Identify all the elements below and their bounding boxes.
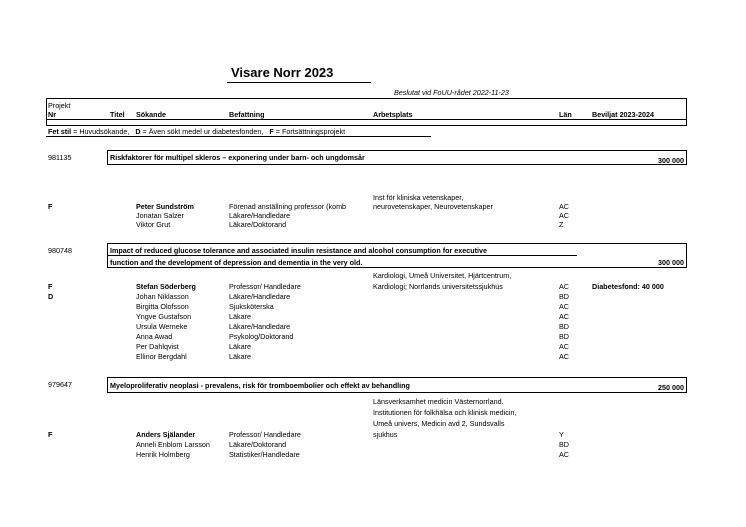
person-name: Per Dahlqvist xyxy=(136,342,179,351)
person-name: Ellinor Bergdahl xyxy=(136,352,187,361)
project-title: Myeloproliferativ neoplasi - prevalens, risk för tromboembolier och effekt av behandling xyxy=(110,381,410,390)
person-lan: Z xyxy=(559,220,564,229)
applicant-name: Stefan Söderberg xyxy=(136,282,196,291)
person-lan: BD xyxy=(559,322,569,331)
person-lan: AC xyxy=(559,342,569,351)
person-position: Professor/ Handledare xyxy=(229,430,301,439)
person-lan: Y xyxy=(559,430,564,439)
workplace-line: Institutionen för folkhälsa och klinisk medicin, xyxy=(373,408,517,417)
workplace-line: Umeå univers, Medicin avd 2, Sundsvalls xyxy=(373,419,505,428)
person-name: Anna Awad xyxy=(136,332,173,341)
project-amount: 250 000 xyxy=(658,383,684,392)
person-lan: AC xyxy=(559,282,569,291)
legend-f-text: = Fortsättningsprojekt xyxy=(273,127,346,136)
decision-date: Beslutat vid FoUU-rådet 2022-11-23 xyxy=(394,88,509,97)
person-position: Läkare/Handledare xyxy=(229,211,291,220)
header-divider xyxy=(46,119,687,120)
person-name: Jonatan Salzer xyxy=(136,211,184,220)
header-titel: Titel xyxy=(110,110,125,119)
header-lan: Län xyxy=(559,110,572,119)
person-position: Läkare xyxy=(229,342,251,351)
project-title-line2: function and the development of depression and dementia in the very old. xyxy=(110,258,363,267)
legend xyxy=(48,127,345,136)
project-nr: 979647 xyxy=(48,380,72,389)
person-lan: AC xyxy=(559,211,569,220)
person-position: Professor/ Handledare xyxy=(229,282,301,291)
person-flag: F xyxy=(48,430,53,439)
person-name: Henrik Holmberg xyxy=(136,450,190,459)
person-lan: BD xyxy=(559,440,569,449)
person-position: Sjuksköterska xyxy=(229,302,274,311)
workplace-line: Länsverksamhet medicin Västernorrland. xyxy=(373,397,504,406)
person-lan: AC xyxy=(559,352,569,361)
workplace-line: Kardiologi, Umeå Universitet, Hjärtcentrum, xyxy=(373,271,512,280)
person-lan: BD xyxy=(559,332,569,341)
header-sokande: Sökande xyxy=(136,110,166,119)
person-flag: F xyxy=(48,282,53,291)
person-position: Psykolog/Doktorand xyxy=(229,332,294,341)
person-flag: D xyxy=(48,292,54,301)
legend-f-key: F xyxy=(269,127,274,136)
project-title: Impact of reduced glucose tolerance and associated insulin resistance and alcohol consumption for executive xyxy=(110,246,488,255)
header-beviljat: Beviljat 2023-2024 xyxy=(592,110,654,119)
workplace-line: Kardiologi; Norrlands universitetssjukhus xyxy=(373,282,503,291)
project-amount: 300 000 xyxy=(658,156,684,165)
person-lan: AC xyxy=(559,312,569,321)
workplace-line: neurovetenskaper, Neurovetenskaper xyxy=(373,202,493,211)
person-name: Anneli Enblom Larsson xyxy=(136,440,210,449)
project-title-divider xyxy=(107,255,577,256)
person-name: Birgitta Olofsson xyxy=(136,302,189,311)
title-underline xyxy=(227,82,371,83)
person-position: Läkare/Doktorand xyxy=(229,220,287,229)
person-position: Läkare xyxy=(229,312,251,321)
project-nr: 980748 xyxy=(48,246,72,255)
person-lan: AC xyxy=(559,450,569,459)
person-lan: AC xyxy=(559,202,569,211)
legend-bold-key: Fet stil xyxy=(48,127,72,136)
person-name: Ursula Werneke xyxy=(136,322,188,331)
person-position: Läkare/Handledare xyxy=(229,292,291,301)
project-nr: 981135 xyxy=(48,153,72,162)
project-amount: 300 000 xyxy=(658,258,684,267)
legend-underline xyxy=(46,136,431,137)
diabetes-fund: Diabetesfond: 40 000 xyxy=(592,282,664,291)
person-position: Läkare/Doktorand xyxy=(229,440,287,449)
person-position: Statistiker/Handledare xyxy=(229,450,300,459)
workplace-line: Inst för kliniska vetenskaper, xyxy=(373,193,464,202)
person-position: Förenad anställning professor (komb xyxy=(229,202,347,211)
applicant-name: Peter Sundström xyxy=(136,202,194,211)
page-title: Visare Norr 2023 xyxy=(231,65,334,80)
person-name: Viktor Grut xyxy=(136,220,171,229)
header-arbetsplats: Arbetsplats xyxy=(373,110,413,119)
project-title: Riskfaktorer för multipel skleros – exponering under barn- och ungdomsår xyxy=(110,153,365,162)
legend-d-text: = Även sökt medel ur diabetesfonden, xyxy=(140,127,264,136)
person-lan: BD xyxy=(559,292,569,301)
person-position: Läkare xyxy=(229,352,251,361)
legend-bold-text: = Huvudsökande, xyxy=(71,127,130,136)
legend-d-key: D xyxy=(135,127,141,136)
person-name: Yngve Gustafson xyxy=(136,312,192,321)
header-nr: Nr xyxy=(48,110,56,119)
workplace-line: sjukhus xyxy=(373,430,398,439)
person-lan: AC xyxy=(559,302,569,311)
applicant-name: Anders Själander xyxy=(136,430,196,439)
header-befattning: Befattning xyxy=(229,110,265,119)
person-position: Läkare/Handledare xyxy=(229,322,291,331)
person-name: Johan Niklasson xyxy=(136,292,189,301)
person-flag: F xyxy=(48,202,53,211)
header-projekt: Projekt xyxy=(48,101,71,110)
